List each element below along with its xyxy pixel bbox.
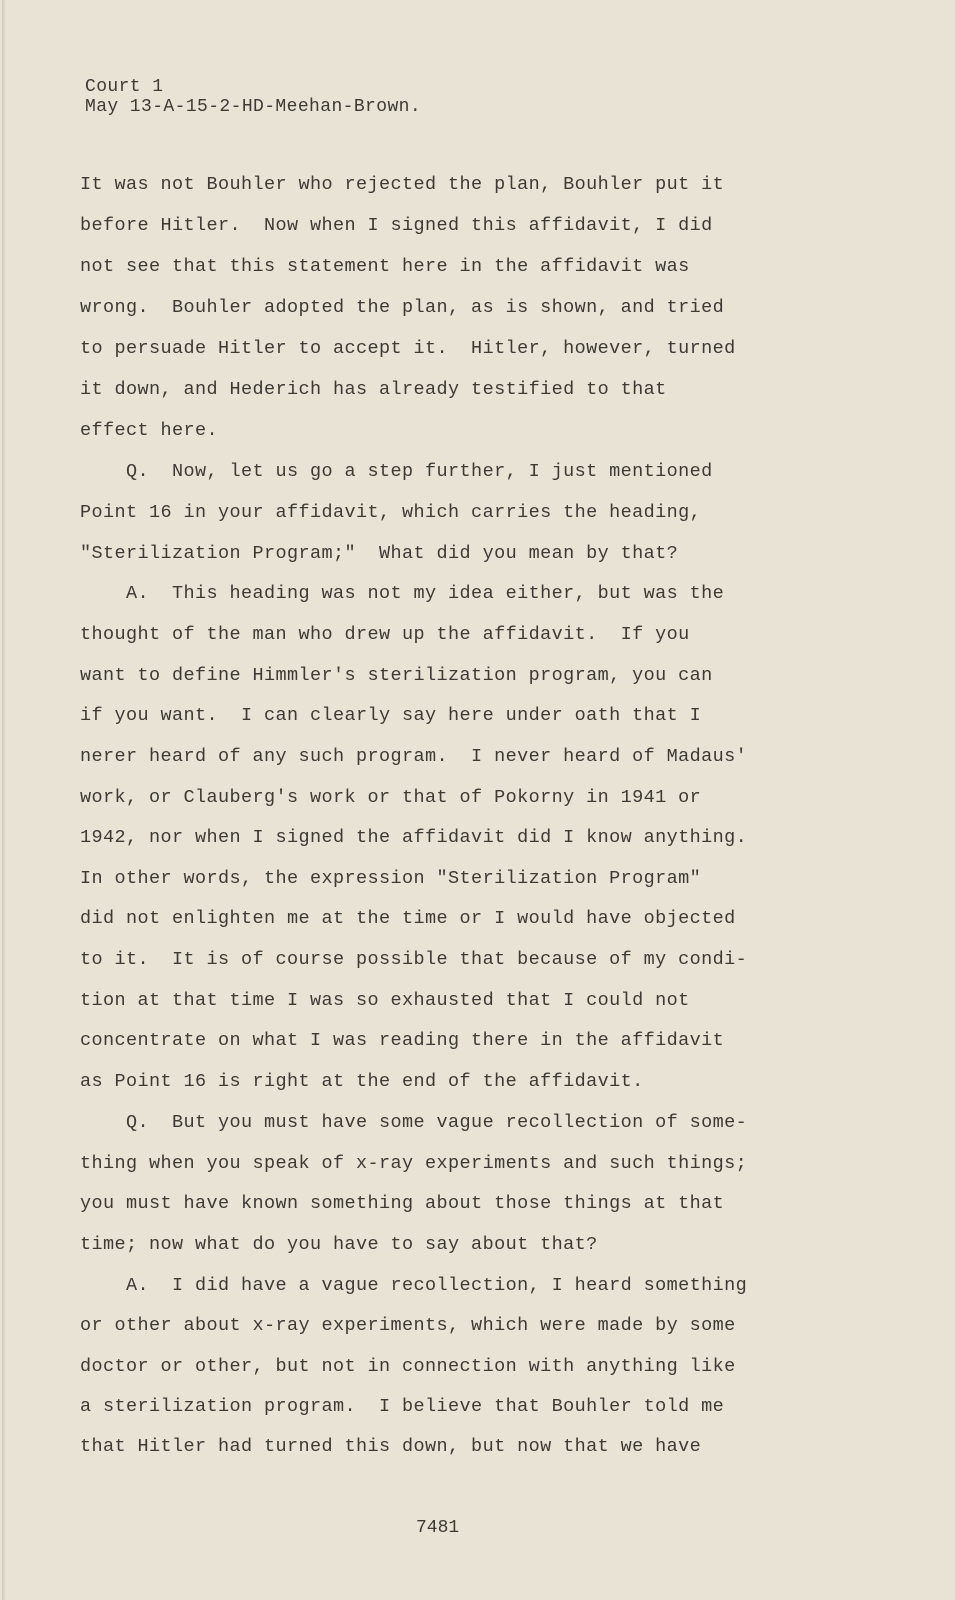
body-line: you must have known something about those things at that [80, 1193, 725, 1214]
body-line: as Point 16 is right at the end of the affidavit. [80, 1071, 644, 1092]
body-line: or other about x-ray experiments, which were made by some [80, 1315, 736, 1336]
body-line: it down, and Hederich has already testified to that [80, 379, 667, 400]
body-line: doctor or other, but not in connection with anything like [80, 1356, 736, 1377]
answer-line: A. I did have a vague recollection, I heard something [80, 1275, 748, 1296]
transcript-reference: May 13-A-15-2-HD-Meehan-Brown. [85, 97, 422, 117]
body-line: before Hitler. Now when I signed this affidavit, I did [80, 215, 713, 236]
body-line: to persuade Hitler to accept it. Hitler, however, turned [80, 338, 736, 359]
body-line: In other words, the expression "Sterilization Program" [80, 868, 702, 889]
body-line: concentrate on what I was reading there in the affidavit [80, 1030, 725, 1051]
body-line: not see that this statement here in the affidavit was [80, 256, 690, 277]
page-number: 7481 [416, 1518, 460, 1538]
body-line: a sterilization program. I believe that Bouhler told me [80, 1396, 725, 1417]
question-line: Q. But you must have some vague recollection of some- [80, 1112, 748, 1133]
body-line: want to define Himmler's sterilization program, you can [80, 665, 713, 686]
body-line: tion at that time I was so exhausted that I could not [80, 990, 690, 1011]
body-line: thing when you speak of x-ray experiments and such things; [80, 1153, 748, 1174]
page-edge [2, 0, 6, 1600]
body-line: did not enlighten me at the time or I would have objected [80, 908, 736, 929]
body-line: work, or Clauberg's work or that of Pokorny in 1941 or [80, 787, 702, 808]
body-line: effect here. [80, 420, 219, 441]
body-line: nerer heard of any such program. I never heard of Madaus' [80, 746, 748, 767]
body-line: 1942, nor when I signed the affidavit did I know anything. [80, 827, 748, 848]
body-line: thought of the man who drew up the affidavit. If you [80, 624, 690, 645]
body-line: that Hitler had turned this down, but now that we have [80, 1436, 702, 1457]
body-line: It was not Bouhler who rejected the plan, Bouhler put it [80, 174, 725, 195]
body-line: to it. It is of course possible that because of my condi- [80, 949, 748, 970]
body-line: "Sterilization Program;" What did you mean by that? [80, 543, 679, 564]
body-line: Point 16 in your affidavit, which carries the heading, [80, 502, 702, 523]
body-line: time; now what do you have to say about that? [80, 1234, 598, 1255]
body-line: wrong. Bouhler adopted the plan, as is shown, and tried [80, 297, 725, 318]
question-line: Q. Now, let us go a step further, I just mentioned [80, 461, 713, 482]
body-line: if you want. I can clearly say here under oath that I [80, 705, 702, 726]
answer-line: A. This heading was not my idea either, but was the [80, 583, 725, 604]
court-label: Court 1 [85, 77, 164, 97]
